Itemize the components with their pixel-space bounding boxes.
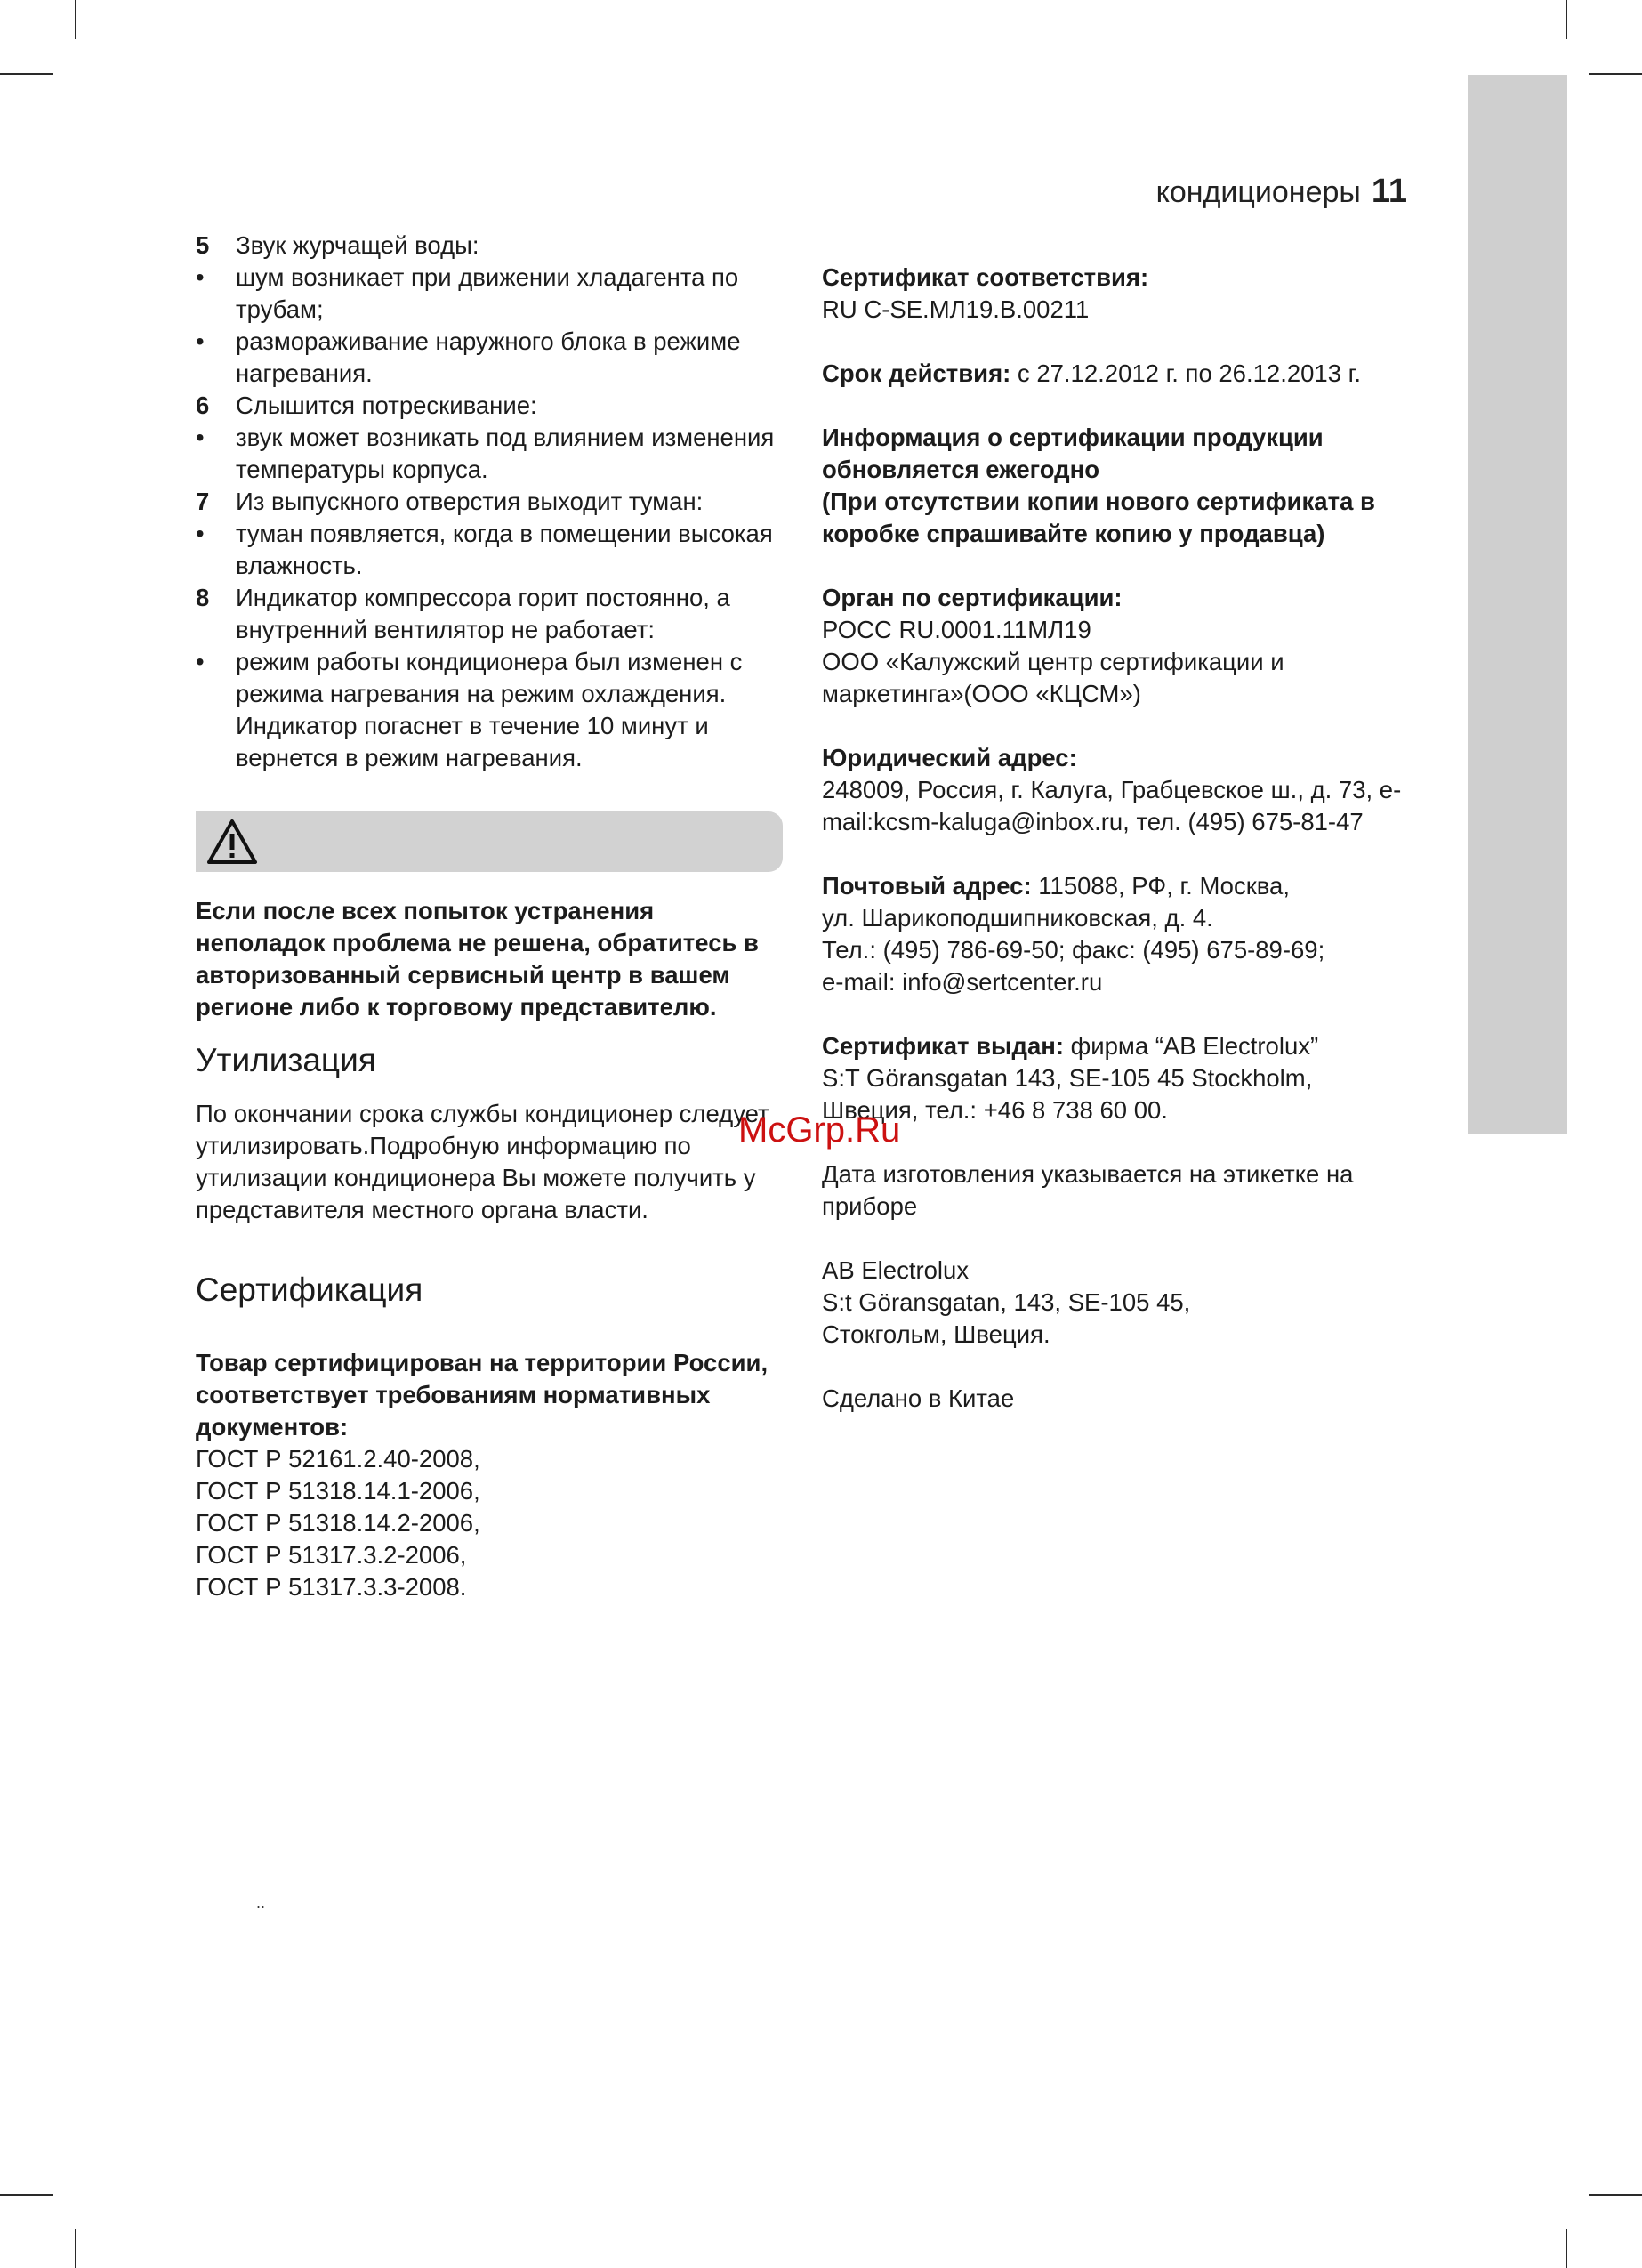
postal-address-value: 115088, РФ, г. Москва, <box>1031 872 1290 900</box>
left-column <box>196 230 783 1603</box>
section-name: кондиционеры <box>1155 175 1361 209</box>
warning-triangle-icon <box>205 817 260 867</box>
list-item: • режим работы кондиционера был изменен с режима нагревания на режим охлаждения. Индикатор погаснет в течение 10 минут и вернется в режим нагревания. <box>196 648 743 771</box>
right-column <box>822 262 1427 1447</box>
legal-address-block <box>822 742 1427 838</box>
list-item: • туман появляется, когда в помещении высокая влажность. <box>196 520 773 579</box>
company-name: AB Electrolux <box>822 1256 970 1284</box>
footer-mark: .. <box>256 1893 266 1911</box>
issued-block <box>822 1030 1427 1126</box>
postal-address-block <box>822 870 1427 998</box>
issued-label: Сертификат выдан: <box>822 1032 1065 1060</box>
postal-address-label: Почтовый адрес: <box>822 872 1032 900</box>
standard-item: ГОСТ Р 51317.3.3-2008. <box>196 1573 467 1601</box>
certificate-number: RU C-SE.МЛ19.В.00211 <box>822 295 1090 323</box>
issued-company: фирма “AB Electrolux” <box>1064 1032 1319 1060</box>
standard-item: ГОСТ Р 51317.3.2-2006, <box>196 1541 467 1569</box>
cert-body-label: Орган по сертификации: <box>822 584 1123 611</box>
warning-text: Если после всех попыток устранения неполадок проблема не решена, обратитесь в авторизованный сервисный центр в вашем регионе либо к торговому представителю. <box>196 897 759 1021</box>
postal-email: e-mail: info@sertcenter.ru <box>822 968 1103 996</box>
list-item: 8 Индикатор компрессора горит постоянно, а внутренний вентилятор не работает: <box>196 584 730 643</box>
made-in-text: Сделано в Китае <box>822 1384 1015 1412</box>
crop-mark <box>75 2229 76 2268</box>
cert-body-block <box>822 582 1427 710</box>
crop-mark <box>1589 73 1642 75</box>
list-item: 5 Звук журчащей воды: <box>196 231 479 259</box>
info-block <box>822 422 1427 550</box>
company-city: Стокгольм, Швеция. <box>822 1320 1050 1348</box>
warning-bar <box>196 811 783 872</box>
crop-mark <box>75 0 76 39</box>
list-item: • размораживание наружного блока в режиме нагревания. <box>196 327 741 387</box>
company-block <box>822 1255 1427 1351</box>
page-number: 11 <box>1371 173 1407 210</box>
validity-label: Срок действия: <box>822 359 1011 387</box>
crop-mark <box>1566 0 1567 39</box>
certificate-label: Сертификат соответствия: <box>822 263 1149 291</box>
disposal-title: Утилизация <box>196 1042 376 1078</box>
watermark: McGrp.Ru <box>738 1110 901 1150</box>
list-item: • шум возникает при движении хладагента по трубам; <box>196 263 739 323</box>
postal-street: ул. Шарикоподшипниковская, д. 4. <box>822 904 1213 932</box>
company-street: S:t Göransgatan, 143, SE-105 45, <box>822 1288 1191 1316</box>
standard-item: ГОСТ Р 51318.14.2-2006, <box>196 1509 480 1537</box>
manufacture-date-text: Дата изготовления указывается на этикетке на приборе <box>822 1160 1354 1220</box>
standards-list <box>196 1443 783 1603</box>
postal-phone: Тел.: (495) 786-69-50; факс: (495) 675-89-69; <box>822 936 1325 964</box>
issued-country-phone: Швеция, тел.: +46 8 738 60 00. <box>822 1096 1168 1124</box>
validity-block <box>822 358 1427 390</box>
crop-mark <box>0 73 53 75</box>
crop-mark <box>1589 2194 1642 2196</box>
certification-intro: Товар сертифицирован на территории России, соответствует требованиям нормативных документов: <box>196 1349 769 1441</box>
legal-address-value: 248009, Россия, г. Калуга, Грабцевское ш., д. 73, e-mail:kcsm-kaluga@inbox.ru, тел. (495) 675-81-47 <box>822 776 1402 835</box>
page-header <box>1156 173 1407 211</box>
standard-item: ГОСТ Р 51318.14.1-2006, <box>196 1477 480 1505</box>
crop-mark <box>0 2194 53 2196</box>
list-item: 6 Слышится потрескивание: <box>196 391 537 419</box>
certification-title: Сертификация <box>196 1271 423 1308</box>
list-item: • звук может возникать под влиянием изменения температуры корпуса. <box>196 424 775 483</box>
standard-item: ГОСТ Р 52161.2.40-2008, <box>196 1445 480 1473</box>
issued-address: S:T Göransgatan 143, SE-105 45 Stockholm, <box>822 1064 1313 1092</box>
info-line: Информация о сертификации продукции обновляется ежегодно <box>822 424 1324 483</box>
chapter-side-tab <box>1468 75 1567 1134</box>
cert-body-name: ООО «Калужский центр сертификации и маркетинга»(ООО «КЦСМ») <box>822 648 1284 707</box>
troubleshooting-list <box>196 230 783 774</box>
validity-value: с 27.12.2012 г. по 26.12.2013 г. <box>1010 359 1361 387</box>
legal-address-label: Юридический адрес: <box>822 744 1077 771</box>
cert-body-code: РОСС RU.0001.11МЛ19 <box>822 616 1091 643</box>
crop-mark <box>1566 2229 1567 2268</box>
info-note: (При отсутствии копии нового сертификата в коробке спрашивайте копию у продавца) <box>822 488 1375 547</box>
list-item: 7 Из выпускного отверстия выходит туман: <box>196 488 704 515</box>
disposal-text: По окончании срока службы кондиционер следует утилизировать.Подробную информацию по утилизации кондиционера Вы можете получить у представителя местного органа власти. <box>196 1100 769 1223</box>
certificate-block <box>822 262 1427 326</box>
